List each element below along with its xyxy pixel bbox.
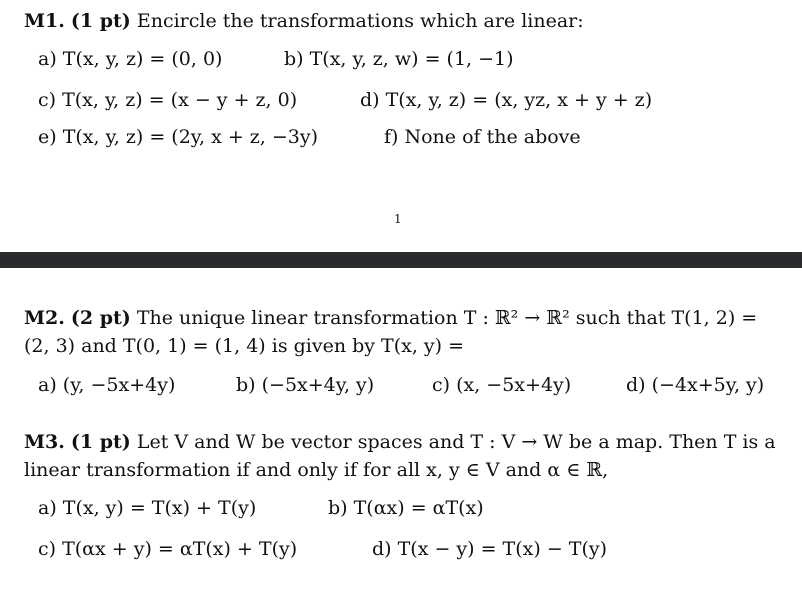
- page-divider: [0, 252, 802, 268]
- m2-option-a[interactable]: a) (y, −5x+4y): [38, 374, 176, 396]
- m2-option-c[interactable]: c) (x, −5x+4y): [432, 374, 572, 396]
- m1-option-a[interactable]: a) T(x, y, z) = (0, 0): [38, 48, 223, 70]
- m1-option-e[interactable]: e) T(x, y, z) = (2y, x + z, −3y): [38, 126, 319, 148]
- m2-statement: [24, 304, 778, 360]
- m1-option-b[interactable]: b) T(x, y, z, w) = (1, −1): [284, 48, 514, 70]
- m3-option-a[interactable]: a) T(x, y) = T(x) + T(y): [38, 497, 257, 519]
- m3-prompt: Let V and W be vector spaces and T : V → W be a map. Then T is a linear transformation if and only if for all x, y ∈ V and α ∈ ℝ,: [24, 431, 776, 481]
- m1-option-f[interactable]: f) None of the above: [384, 126, 581, 148]
- page-1-bottom-portion: [0, 0, 802, 252]
- m2-option-d[interactable]: d) (−4x+5y, y): [626, 374, 765, 396]
- m3-question-number: M3.: [24, 431, 65, 453]
- m1-option-d[interactable]: d) T(x, y, z) = (x, yz, x + y + z): [360, 89, 653, 111]
- m1-header: [24, 8, 584, 34]
- m2-question-number: M2.: [24, 307, 65, 329]
- m1-points: (1 pt): [70, 10, 131, 32]
- m3-points: (1 pt): [70, 431, 131, 453]
- m2-option-b[interactable]: b) (−5x+4y, y): [236, 374, 375, 396]
- page-number: 1: [394, 212, 402, 226]
- m1-option-c[interactable]: c) T(x, y, z) = (x − y + z, 0): [38, 89, 298, 111]
- m2-points: (2 pt): [70, 307, 131, 329]
- m3-option-c[interactable]: c) T(αx + y) = αT(x) + T(y): [38, 538, 298, 560]
- page-2-top-portion: [0, 268, 802, 592]
- m3-statement: [24, 428, 778, 484]
- m2-prompt: The unique linear transformation T : ℝ² → ℝ² such that T(1, 2) = (2, 3) and T(0, 1) = (1, 4) is given by T(x, y) =: [24, 307, 758, 357]
- m3-option-d[interactable]: d) T(x − y) = T(x) − T(y): [372, 538, 608, 560]
- m1-prompt: Encircle the transformations which are linear:: [136, 10, 584, 32]
- m1-question-number: M1.: [24, 10, 65, 32]
- m3-option-b[interactable]: b) T(αx) = αT(x): [328, 497, 484, 519]
